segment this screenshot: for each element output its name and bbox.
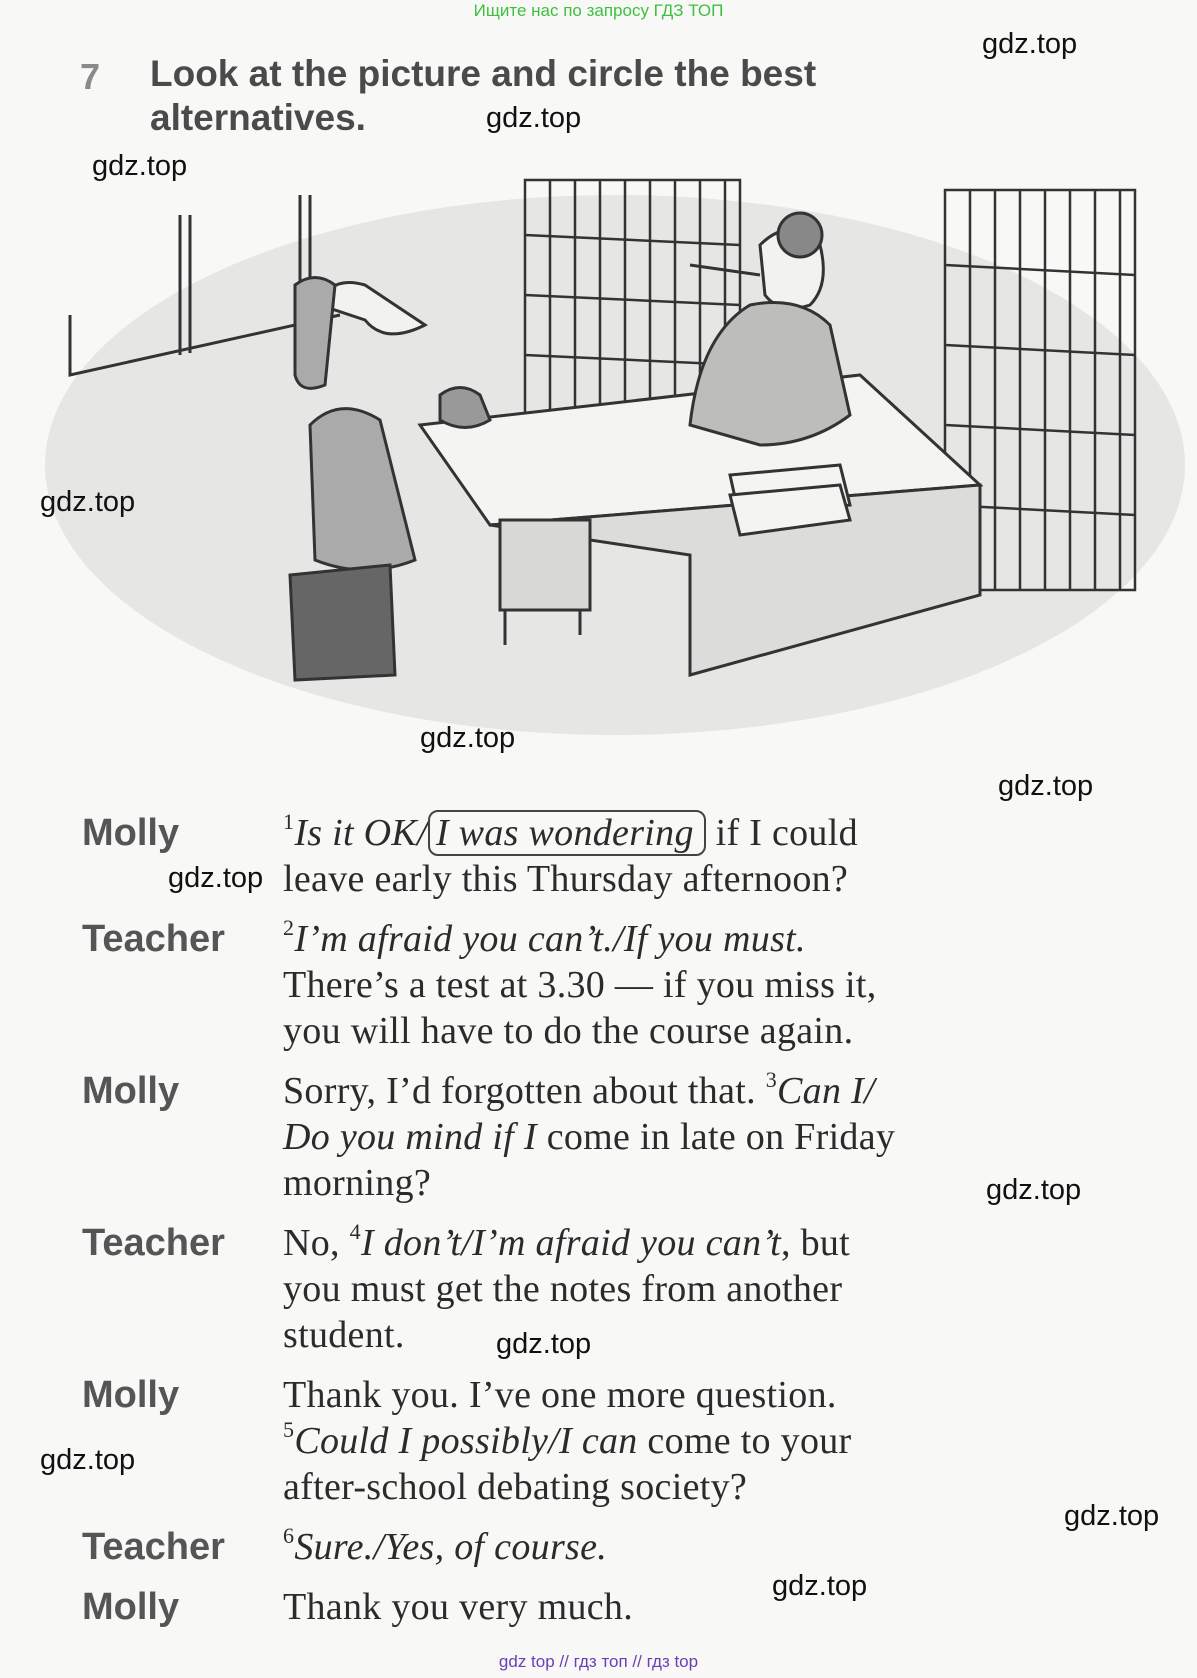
watermark: gdz.top bbox=[92, 150, 188, 182]
circled-answer: I was wondering bbox=[428, 810, 706, 856]
item-number: 1 bbox=[283, 809, 295, 834]
speaker-teacher: Teacher bbox=[82, 918, 225, 960]
item-number: 3 bbox=[765, 1067, 778, 1092]
dialogue-line: $^2$I’m afraid you can’t./If you must. bbox=[283, 915, 806, 960]
watermark: gdz.top bbox=[40, 486, 136, 518]
dialogue-line: $^6$Sure./Yes, of course. bbox=[283, 1523, 608, 1568]
watermark: gdz.top bbox=[772, 1570, 868, 1602]
exercise-number: 7 bbox=[80, 56, 101, 97]
watermark: gdz.top bbox=[486, 102, 582, 134]
watermark: gdz.top bbox=[982, 28, 1078, 60]
speaker-molly: Molly bbox=[82, 1374, 180, 1416]
speaker-teacher: Teacher bbox=[82, 1222, 225, 1264]
speaker-molly: Molly bbox=[82, 812, 180, 854]
watermark: gdz.top bbox=[1064, 1500, 1160, 1532]
dialogue-line: $^1$Is it OK/ I was wondering if I could bbox=[283, 809, 858, 854]
footer-links[interactable]: gdz top // гдз топ // гдз top bbox=[498, 1652, 699, 1671]
watermark: gdz.top bbox=[40, 1444, 136, 1476]
speaker-molly: Molly bbox=[82, 1070, 180, 1112]
dialogue-line: There’s a test at 3.30 — if you miss it, bbox=[283, 964, 877, 1006]
exercise-title-line1: Look at the picture and circle the best bbox=[150, 53, 817, 94]
item-number: 4 bbox=[349, 1219, 361, 1244]
dialogue-line: Thank you very much. bbox=[283, 1586, 634, 1628]
dialogue-line: Sorry, I’d forgotten about that. $^3$Can I/ bbox=[283, 1067, 875, 1112]
item-number: 5 bbox=[283, 1417, 295, 1442]
watermark: gdz.top bbox=[420, 722, 516, 754]
dialogue-line: No, $^4$I don’t/I’m afraid you can’t, but bbox=[283, 1219, 851, 1264]
top-banner[interactable]: Ищите нас по запросу ГДЗ ТОП bbox=[473, 1, 724, 20]
item-number: 6 bbox=[283, 1523, 295, 1548]
dialogue-line: Do you mind if I come in late on Friday bbox=[283, 1116, 896, 1158]
dialogue-line: after-school debating society? bbox=[283, 1466, 748, 1508]
dialogue-line: leave early this Thursday afternoon? bbox=[283, 858, 849, 900]
dialogue-line: $^5$Could I possibly/I can come to your bbox=[283, 1417, 852, 1462]
dialogue-line: you will have to do the course again. bbox=[283, 1010, 854, 1052]
dialogue-line: student. bbox=[283, 1314, 405, 1356]
office-illustration bbox=[40, 175, 1190, 740]
dialogue-line: Thank you. I’ve one more question. bbox=[283, 1374, 837, 1416]
item-number: 2 bbox=[283, 915, 295, 940]
watermark: gdz.top bbox=[986, 1174, 1082, 1206]
watermark: gdz.top bbox=[998, 770, 1094, 802]
speaker-teacher: Teacher bbox=[82, 1526, 225, 1568]
speaker-molly: Molly bbox=[82, 1586, 180, 1628]
dialogue-line: morning? bbox=[283, 1162, 432, 1204]
watermark: gdz.top bbox=[168, 862, 264, 894]
watermark: gdz.top bbox=[496, 1328, 592, 1360]
dialogue-line: you must get the notes from another bbox=[283, 1268, 843, 1310]
exercise-title-line2: alternatives. bbox=[150, 97, 366, 138]
